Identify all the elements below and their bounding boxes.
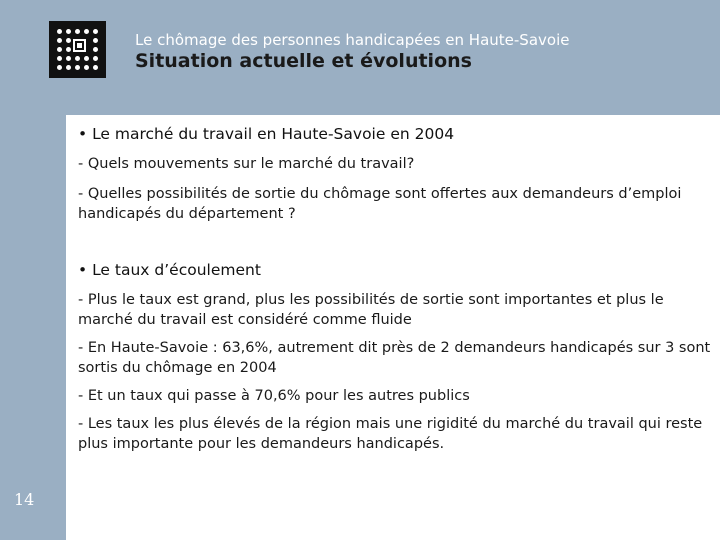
- list-item: - Plus le taux est grand, plus les possibilités de sortie sont importantes et plus le marché du travail est considéré comme fluide: [78, 292, 664, 328]
- logo: [49, 21, 106, 78]
- page-number: 14: [14, 490, 35, 509]
- page-title: Situation actuelle et évolutions: [135, 50, 472, 72]
- list-item: - Quels mouvements sur le marché du travail?: [78, 156, 415, 172]
- header-subtitle: Le chômage des personnes handicapées en Haute-Savoie: [135, 31, 570, 49]
- section-heading: • Le taux d’écoulement: [78, 261, 261, 279]
- logo-center-square: [73, 39, 86, 52]
- list-item: - Quelles possibilités de sortie du chômage sont offertes aux demandeurs d’emploi handicapés du département ?: [78, 186, 682, 222]
- list-item: - En Haute-Savoie : 63,6%, autrement dit près de 2 demandeurs handicapés sur 3 sont sortis du chômage en 2004: [78, 340, 711, 376]
- list-item: - Les taux les plus élevés de la région mais une rigidité du marché du travail qui reste plus importante pour les demandeurs handicapés.: [78, 416, 703, 452]
- section-heading: • Le marché du travail en Haute-Savoie en 2004: [78, 125, 455, 143]
- list-item: - Et un taux qui passe à 70,6% pour les autres publics: [78, 388, 470, 404]
- content-panel: [66, 115, 720, 540]
